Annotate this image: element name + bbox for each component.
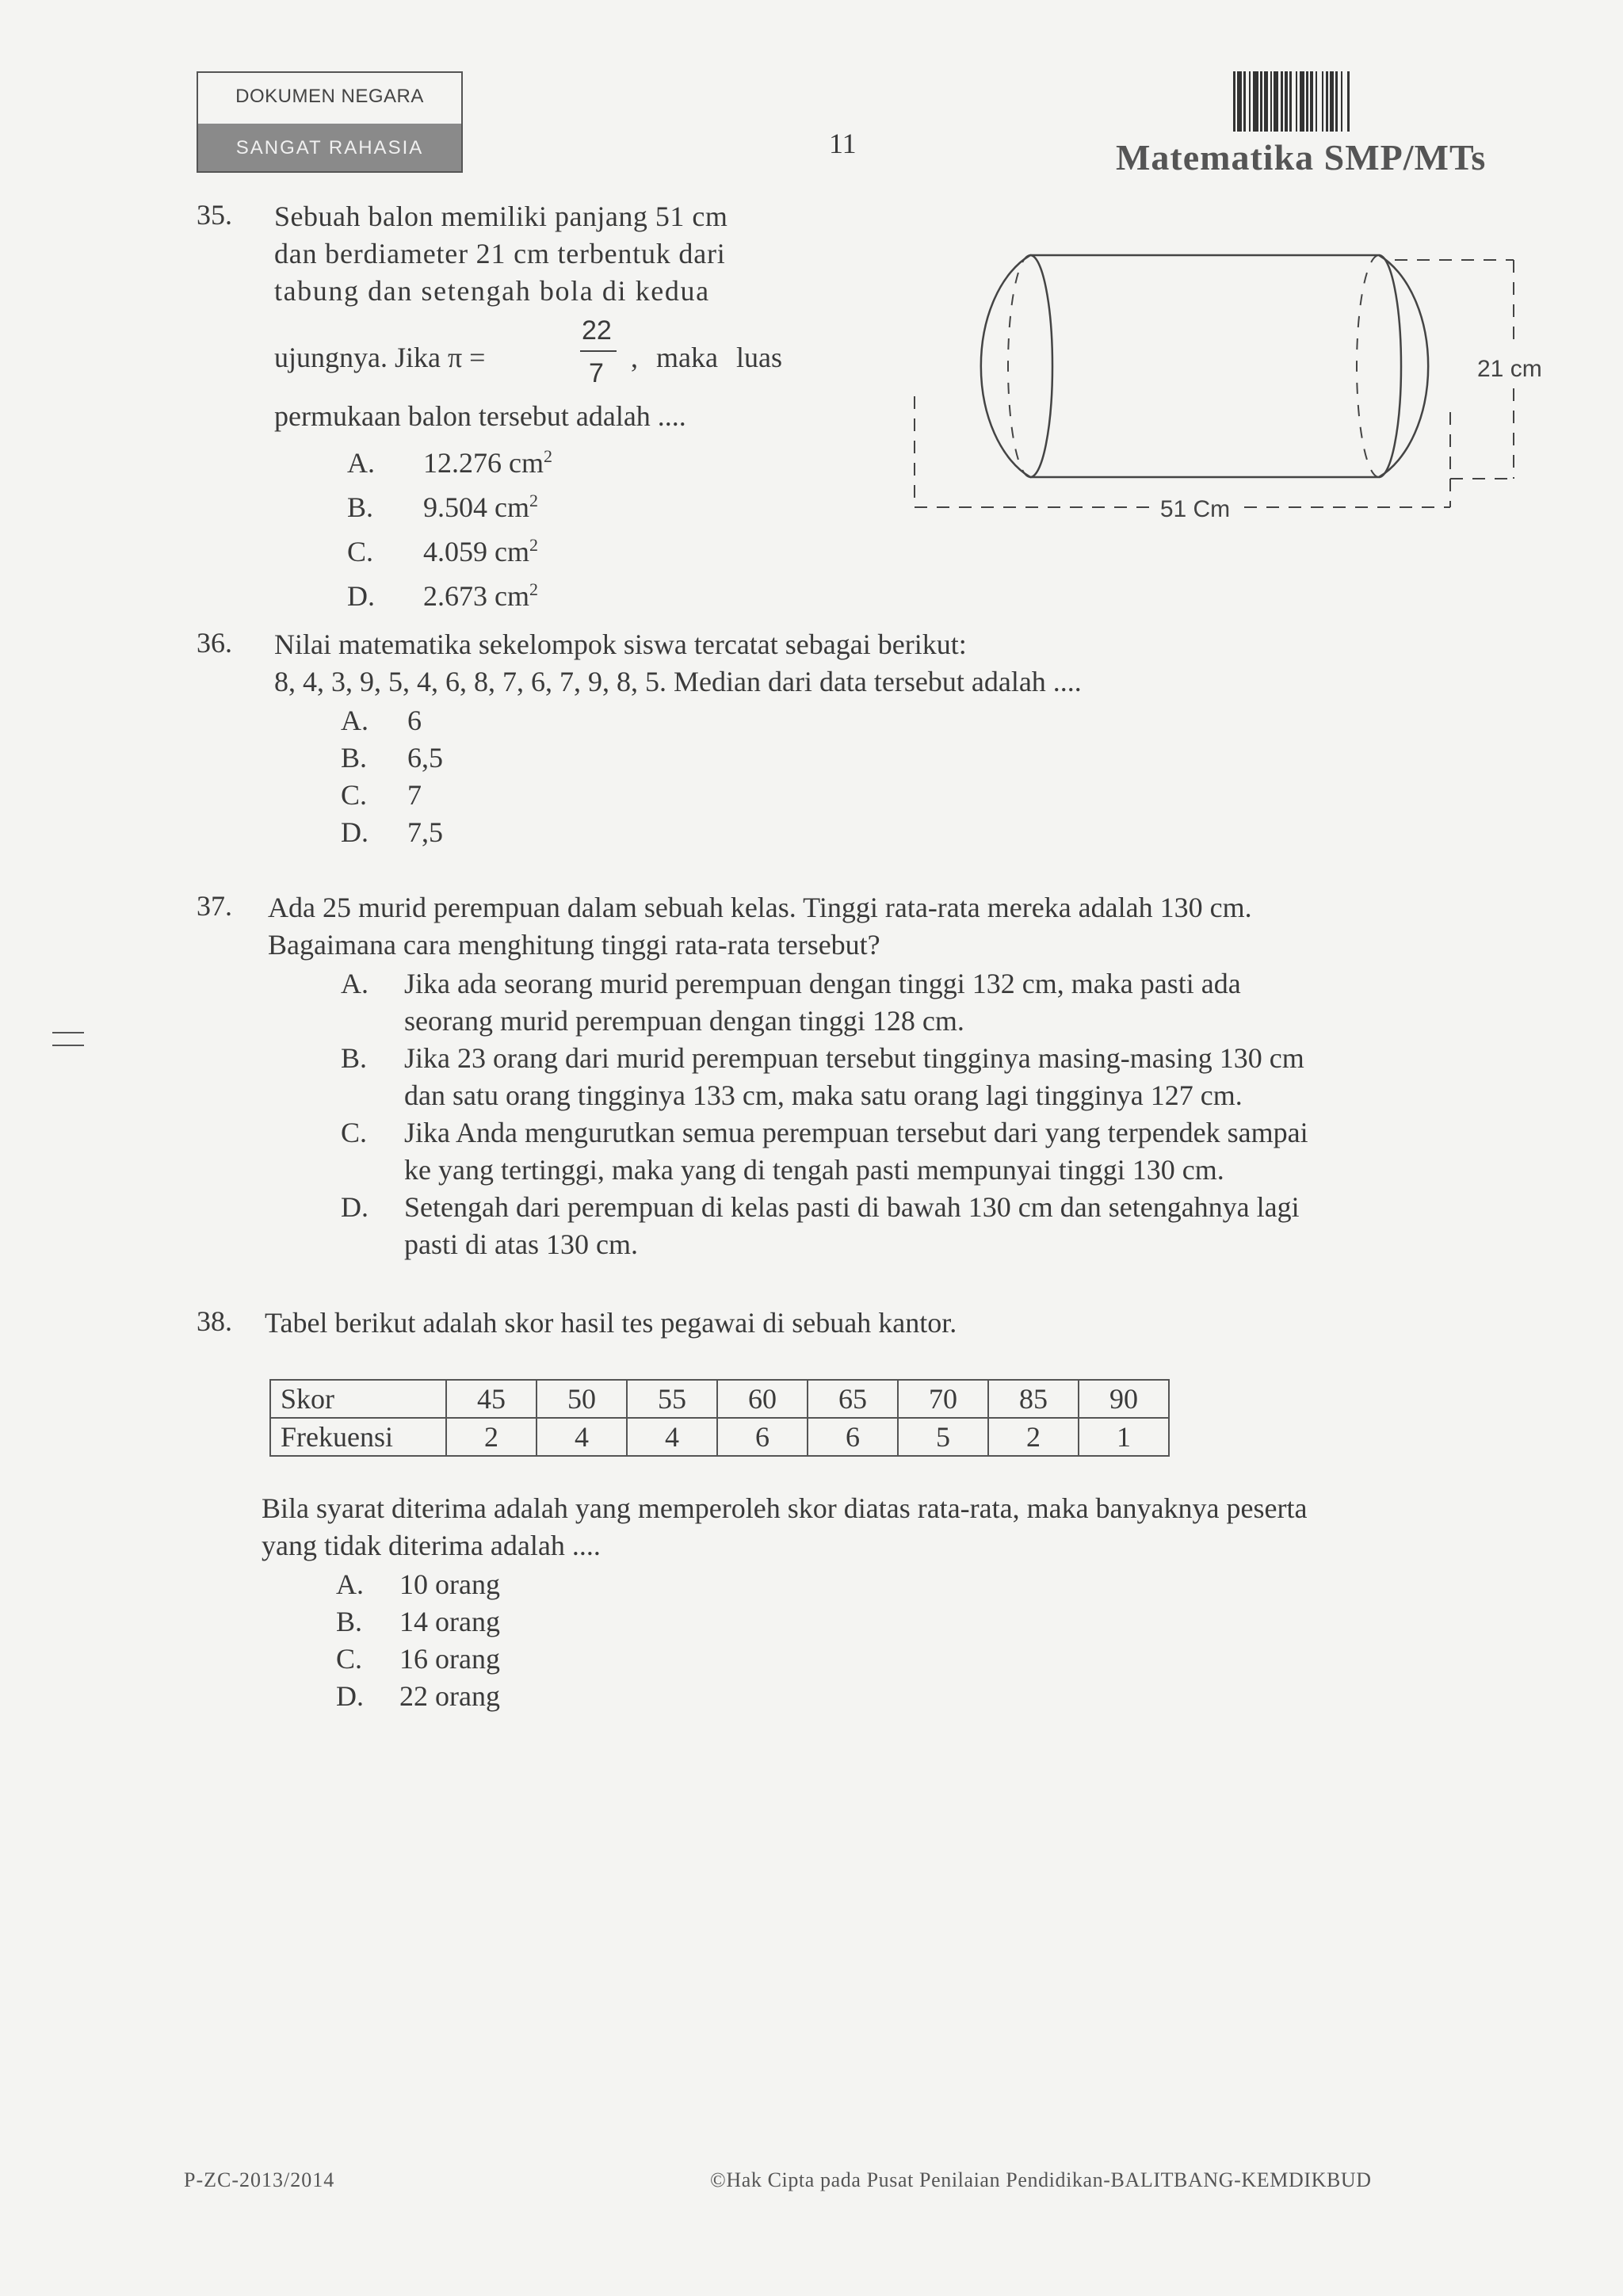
option [336,1603,500,1641]
q37-options [341,965,1482,1263]
option-text [404,1040,1482,1114]
q35-options [347,437,552,615]
table-cell: 45 [446,1380,537,1418]
table-cell: 1 [1079,1418,1169,1456]
option-letter: C. [347,536,374,567]
q35-pi-line [274,315,813,403]
table-cell: 65 [808,1380,898,1418]
option-line: dan satu orang tingginya 133 cm, maka satu orang lagi tingginya 127 cm. [404,1079,1243,1111]
table-cell: 85 [988,1380,1079,1418]
left-seam-hidden [1008,255,1030,477]
option-letter: D. [341,816,369,848]
barcode-bar [1350,71,1351,132]
option [347,526,552,571]
option [341,739,443,777]
q35-text [274,198,727,310]
option-sup: 2 [529,491,538,510]
document-header-box [197,71,463,173]
option-text [404,1189,1482,1263]
table-cell: 4 [627,1418,717,1456]
diameter-label: 21 cm [1477,356,1542,382]
q37-line: Ada 25 murid perempuan dalam sebuah kelas. Tinggi rata-rata mereka adalah 130 cm. [268,892,1252,923]
table-row [270,1380,1169,1418]
table-cell: 4 [537,1418,627,1456]
option [341,1040,1482,1114]
table-cell: 70 [898,1380,988,1418]
option-line: Jika 23 orang dari murid perempuan tersebut tingginya masing-masing 130 cm [404,1042,1304,1074]
option-value: 9.504 cm [423,491,529,523]
option-line: seorang murid perempuan dengan tinggi 128 cm. [404,1005,964,1037]
footer-code: P-ZC-2013/2014 [184,2168,335,2191]
option-letter: A. [347,447,375,479]
page-number: 11 [829,128,857,159]
pi-numerator: 22 [582,315,612,346]
subject-title: Matematika SMP/MTs [1116,137,1487,178]
q37-text [268,889,1482,964]
pi-denominator: 7 [589,358,604,388]
balloon-figure [903,246,1569,523]
option [341,814,443,851]
option-value: 12.276 cm [423,447,544,479]
option-value: 10 orang [399,1568,500,1600]
table-cell: 6 [717,1418,808,1456]
option [341,965,1482,1040]
table-cell: 2 [446,1418,537,1456]
option-sup: 2 [529,579,538,599]
option-value: 6 [407,705,422,736]
option [347,571,552,615]
score-table [269,1379,1170,1457]
option [347,482,552,526]
option [336,1678,500,1715]
q36-line: 8, 4, 3, 9, 5, 4, 6, 8, 7, 6, 7, 9, 8, 5. Median dari data tersebut adalah .... [274,666,1082,697]
q38-options [336,1566,500,1715]
q37-number: 37. [197,890,232,922]
q36-text [274,626,1082,701]
barcode-bar [1253,71,1258,132]
table-cell: 50 [537,1380,627,1418]
q36-number: 36. [197,627,232,659]
left-seam [1030,255,1052,477]
option [341,1189,1482,1263]
option-sup: 2 [543,446,552,466]
q38-line: yang tidak diterima adalah .... [262,1530,601,1561]
option-letter: D. [336,1680,364,1712]
option [347,437,552,482]
length-label: 51 Cm [1159,496,1231,522]
option-letter: C. [336,1643,363,1675]
option-letter: A. [336,1568,364,1600]
barcode [1233,71,1495,132]
option-letter: D. [341,1191,369,1223]
option-text [404,965,1482,1040]
table-row [270,1418,1169,1456]
q38-text [262,1490,1307,1564]
q35-number: 35. [197,199,232,231]
option-value: 7,5 [407,816,443,848]
option-letter: A. [341,705,369,736]
table-cell: 55 [627,1380,717,1418]
q36-line: Nilai matematika sekelompok siswa tercatat sebagai berikut: [274,628,967,660]
q35-pi-tail: , maka luas [631,342,782,373]
table-cell: 90 [1079,1380,1169,1418]
option-sup: 2 [529,535,538,555]
option-value: 4.059 cm [423,536,529,567]
option [341,777,443,814]
q35-line: permukaan balon tersebut adalah .... [274,400,686,432]
option-letter: B. [336,1606,363,1637]
row-header: Skor [270,1380,446,1418]
table-cell: 60 [717,1380,808,1418]
option-line: Jika Anda mengurutkan semua perempuan tersebut dari yang terpendek sampai [404,1117,1308,1148]
fraction-bar [580,350,617,352]
row-header: Frekuensi [270,1418,446,1456]
option-value: 22 orang [399,1680,500,1712]
q38-number: 38. [197,1305,232,1337]
option-letter: C. [341,1117,368,1148]
q37-line: Bagaimana cara menghitung tinggi rata-rata tersebut? [268,929,880,961]
q35-line: tabung dan setengah bola di kedua [274,275,710,307]
q35-pi-lead: ujungnya. Jika π = [274,342,486,373]
option-text [404,1114,1482,1189]
margin-mark [52,1045,84,1046]
option-line: Jika ada seorang murid perempuan dengan tinggi 132 cm, maka pasti ada [404,968,1241,999]
option-line: Setengah dari perempuan di kelas pasti di bawah 130 cm dan setengahnya lagi [404,1191,1300,1223]
option-letter: A. [341,968,369,999]
option-value: 2.673 cm [423,580,529,612]
q36-options [341,702,443,851]
option [341,702,443,739]
q38-line: Tabel berikut adalah skor hasil tes pegawai di sebuah kantor. [265,1307,957,1339]
table-cell: 5 [898,1418,988,1456]
doc-label: DOKUMEN NEGARA [235,86,424,107]
option [336,1566,500,1603]
option-value: 16 orang [399,1643,500,1675]
margin-mark [52,1032,84,1033]
option-value: 7 [407,779,422,811]
option [341,1114,1482,1189]
option-line: ke yang tertinggi, maka yang di tengah pasti mempunyai tinggi 130 cm. [404,1154,1224,1186]
q35-line: dan berdiameter 21 cm terbentuk dari [274,238,726,269]
q38-line: Bila syarat diterima adalah yang memperoleh skor diatas rata-rata, maka banyaknya peserta [262,1492,1308,1524]
option-letter: B. [347,491,374,523]
option-value: 6,5 [407,742,443,774]
footer-copyright: ©Hak Cipta pada Pusat Penilaian Pendidikan-BALITBANG-KEMDIKBUD [710,2168,1372,2191]
secrecy-label: SANGAT RAHASIA [198,124,461,171]
option-letter: D. [347,580,375,612]
option [336,1641,500,1678]
option-letter: B. [341,742,368,774]
table-cell: 6 [808,1418,898,1456]
table-cell: 2 [988,1418,1079,1456]
option-letter: C. [341,779,368,811]
option-value: 14 orang [399,1606,500,1637]
option-letter: B. [341,1042,368,1074]
balloon-outline [981,255,1428,477]
q35-line: Sebuah balon memiliki panjang 51 cm [274,201,728,232]
right-seam [1379,255,1401,477]
right-seam-hidden [1357,255,1379,477]
option-line: pasti di atas 130 cm. [404,1228,638,1260]
